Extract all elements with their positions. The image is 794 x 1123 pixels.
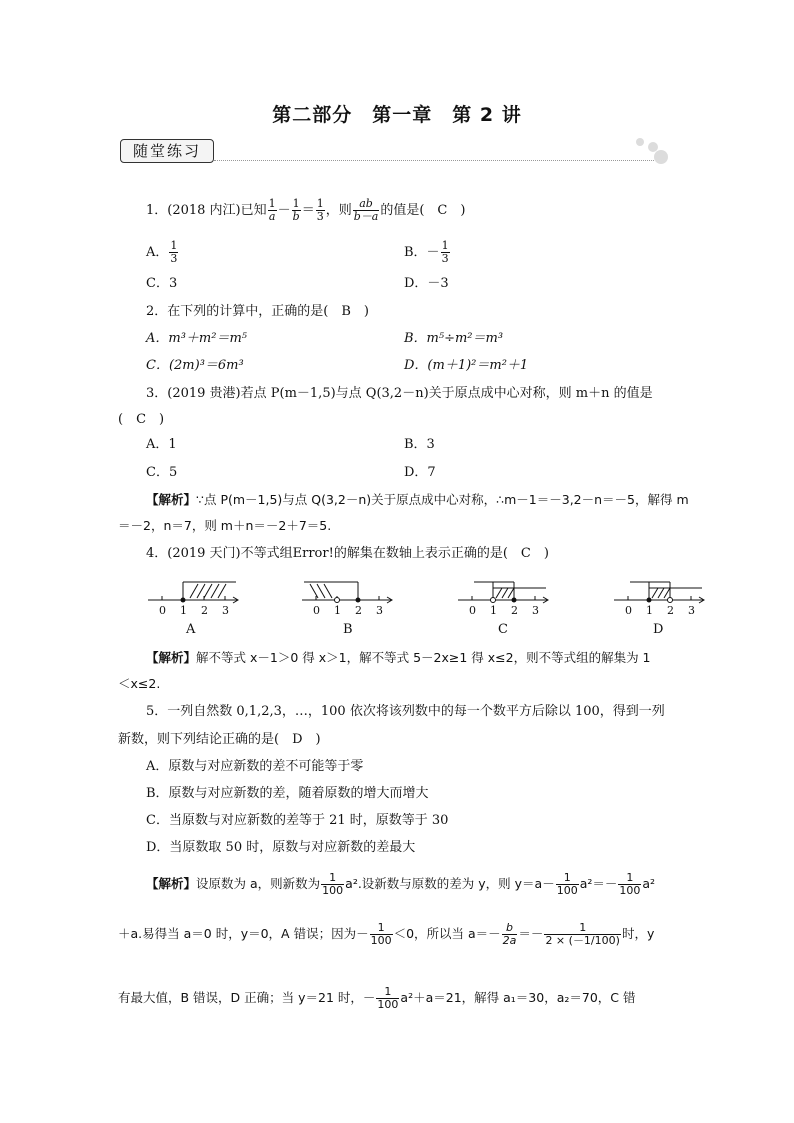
section-divider xyxy=(214,160,654,161)
q1-option-c: C．3 xyxy=(146,276,178,291)
number-line-d xyxy=(610,574,710,618)
svg-text:3: 3 xyxy=(532,604,539,617)
practice-tag: 随堂练习 xyxy=(120,139,214,163)
q5-solution-line2: ＋a.易得当 a＝0 时，y＝0，A 错误；因为－ $\frac{1}{100}$ ＜0，所以当 a＝－ $\frac{b}{2a}$ ＝－ $\frac{1}{2 \times (-1/100)}$ 时，y xyxy=(118,921,655,947)
number-line-b xyxy=(298,574,398,618)
q3-solution-line1: 【解析】∵点 P(m－1,5)与点 Q(3,2－n)关于原点成中心对称，∴m－1＝－3,2－n＝－5，解得 m xyxy=(146,492,689,507)
number-line-label-b: B xyxy=(343,622,353,637)
number-line-label-d: D xyxy=(653,622,664,637)
q4-solution-line1: 【解析】解不等式 x－1＞0 得 x＞1，解不等式 5－2x≥1 得 x≤2，则不等式组的解集为 1 xyxy=(146,650,651,665)
svg-text:1: 1 xyxy=(646,604,653,617)
q3-answer: ( C ) xyxy=(118,412,165,427)
svg-text:1: 1 xyxy=(180,604,187,617)
number-line-c xyxy=(454,574,554,618)
q3-option-b: B．3 xyxy=(404,437,435,452)
svg-text:0: 0 xyxy=(469,604,476,617)
q5-solution-line3: 有最大值，B 错误，D 正确；当 y＝21 时，－ $\frac{1}{100}$ a²＋a＝21，解得 a₁＝30，a₂＝70，C 错 xyxy=(118,985,636,1011)
q5-solution-line1: 【解析】设原数为 a，则新数为 $\frac{1}{100}$ a².设新数与原数的差为 y，则 y＝a－ $\frac{1}{100}$ a²＝－ $\frac{1}{100}$ a² xyxy=(146,871,656,897)
svg-text:1: 1 xyxy=(334,604,341,617)
page-title: 第二部分 第一章 第 2 讲 xyxy=(272,104,522,126)
svg-text:0: 0 xyxy=(625,604,632,617)
q4-stem: 4．(2019 天门)不等式组Error!的解集在数轴上表示正确的是( C ) xyxy=(146,546,549,561)
q2-option-b: B．m⁵÷m²＝m³ xyxy=(404,331,504,346)
q2-option-c: C．(2m)³＝6m³ xyxy=(146,358,244,373)
q3-option-c: C．5 xyxy=(146,465,178,480)
q2-option-d: D．(m＋1)²＝m²＋1 xyxy=(404,358,529,373)
q3-option-a: A．1 xyxy=(146,437,177,452)
svg-text:2: 2 xyxy=(201,604,208,617)
svg-text:3: 3 xyxy=(376,604,383,617)
svg-text:2: 2 xyxy=(511,604,518,617)
q2-option-a: A．m³＋m²＝m⁵ xyxy=(146,331,248,346)
svg-text:0: 0 xyxy=(159,604,166,617)
q2-stem: 2．在下列的计算中，正确的是( B ) xyxy=(146,304,369,319)
q1-option-d: D．－3 xyxy=(404,276,449,291)
q1-option-b: B．－ $\frac{1}{3}$ xyxy=(404,239,449,265)
svg-text:3: 3 xyxy=(688,604,695,617)
svg-text:2: 2 xyxy=(667,604,674,617)
q1-stem: 1．(2018 内江)已知 $\frac{1}{a}$ － $\frac{1}{b}$ ＝ $\frac{1}{3}$ ，则 $\frac{ab}{b-a}$ 的值是( C ) xyxy=(146,197,466,223)
q5-option-c: C．当原数与对应新数的差等于 21 时，原数等于 30 xyxy=(146,813,449,828)
svg-text:0: 0 xyxy=(313,604,320,617)
q5-stem-line2: 新数，则下列结论正确的是( D ) xyxy=(118,732,321,747)
q3-stem: 3．(2019 贵港)若点 P(m－1,5)与点 Q(3,2－n)关于原点成中心对称，则 m＋n 的值是 xyxy=(146,386,653,401)
number-line-a xyxy=(144,574,244,618)
q5-option-a: A．原数与对应新数的差不可能等于零 xyxy=(146,759,364,774)
q3-option-d: D．7 xyxy=(404,465,436,480)
q5-stem-line1: 5．一列自然数 0,1,2,3，…，100 依次将该列数中的每一个数平方后除以 100，得到一列 xyxy=(146,704,665,719)
q5-option-b: B．原数与对应新数的差，随着原数的增大而增大 xyxy=(146,786,429,801)
q1-option-a: A． $\frac{1}{3}$ xyxy=(146,239,178,265)
q5-option-d: D．当原数取 50 时，原数与对应新数的差最大 xyxy=(146,840,416,855)
number-line-label-a: A xyxy=(186,622,196,637)
number-line-label-c: C xyxy=(498,622,508,637)
svg-text:3: 3 xyxy=(222,604,229,617)
q3-solution-line2: ＝－2，n＝7，则 m＋n＝－2＋7＝5. xyxy=(118,518,332,533)
svg-text:1: 1 xyxy=(490,604,497,617)
q4-solution-line2: ＜x≤2. xyxy=(118,676,161,691)
svg-text:2: 2 xyxy=(355,604,362,617)
